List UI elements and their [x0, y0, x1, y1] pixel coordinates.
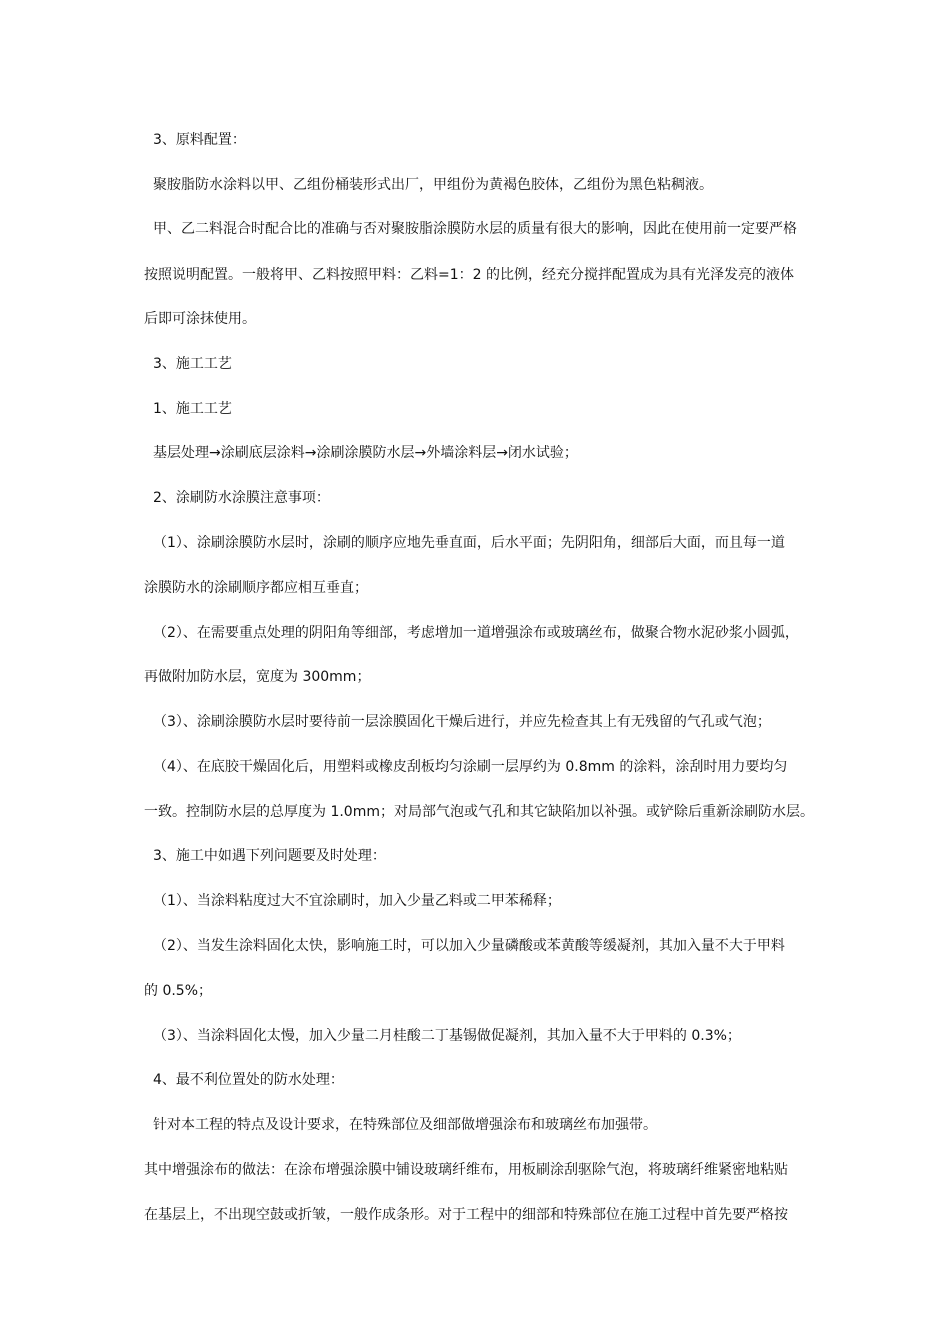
text-line: （3）、涂刷涂膜防水层时要待前一层涂膜固化干燥后进行，并应先检查其上有无残留的气孔或气泡；	[153, 714, 771, 730]
text-line: 3、原料配置：	[153, 132, 246, 148]
text-line: （1）、当涂料粘度过大不宜涂刷时，加入少量乙料或二甲苯稀释；	[153, 893, 561, 909]
text-line: （1）、涂刷涂膜防水层时，涂刷的顺序应地先垂直面，后水平面；先阴阳角，细部后大面，而且每一道	[153, 535, 785, 551]
text-line: 在基层上，不出现空鼓或折皱，一般作成条形。对于工程中的细部和特殊部位在施工过程中首先要严格按	[144, 1207, 788, 1223]
text-line: 甲、乙二料混合时配合比的准确与否对聚胺脂涂膜防水层的质量有很大的影响，因此在使用前一定要严格	[153, 221, 797, 237]
text-line: 3、施工工艺	[153, 356, 232, 372]
text-line: （2）、当发生涂料固化太快，影响施工时，可以加入少量磷酸或苯黄酸等缓凝剂，其加入量不大于甲料	[153, 938, 785, 954]
text-line: 3、施工中如遇下列问题要及时处理：	[153, 848, 386, 864]
text-line: 一致。控制防水层的总厚度为 1.0mm；对局部气泡或气孔和其它缺陷加以补强。或铲除后重新涂刷防水层。	[144, 804, 814, 820]
text-line: 2、涂刷防水涂膜注意事项：	[153, 490, 330, 506]
text-line: 基层处理→涂刷底层涂料→涂刷涂膜防水层→外墙涂料层→闭水试验；	[153, 445, 578, 461]
text-line: 针对本工程的特点及设计要求，在特殊部位及细部做增强涂布和玻璃丝布加强带。	[153, 1117, 657, 1133]
text-line: 4、最不利位置处的防水处理：	[153, 1072, 344, 1088]
text-line: 后即可涂抹使用。	[144, 311, 256, 327]
text-line: （2）、在需要重点处理的阴阳角等细部，考虑增加一道增强涂布或玻璃丝布，做聚合物水泥砂浆小圆弧，	[153, 625, 799, 641]
text-line: 其中增强涂布的做法：在涂布增强涂膜中铺设玻璃纤维布，用板刷涂刮驱除气泡，将玻璃纤维紧密地粘贴	[144, 1162, 788, 1178]
text-line: 的 0.5%；	[144, 983, 213, 999]
text-line: 1、施工工艺	[153, 401, 232, 417]
text-line: （3）、当涂料固化太慢，加入少量二月桂酸二丁基锡做促凝剂，其加入量不大于甲料的 0.3%；	[153, 1028, 741, 1044]
text-line: 再做附加防水层，宽度为 300mm；	[144, 669, 371, 685]
text-line: （4）、在底胶干燥固化后，用塑料或橡皮刮板均匀涂刷一层厚约为 0.8mm 的涂料，涂刮时用力要均匀	[153, 759, 788, 775]
text-line: 按照说明配置。一般将甲、乙料按照甲料：乙料=1：2 的比例，经充分搅拌配置成为具有光泽发亮的液体	[144, 267, 794, 283]
text-line: 涂膜防水的涂刷顺序都应相互垂直；	[144, 580, 368, 596]
text-line: 聚胺脂防水涂料以甲、乙组份桶装形式出厂，甲组份为黄褐色胶体，乙组份为黑色粘稠液。	[153, 177, 713, 193]
